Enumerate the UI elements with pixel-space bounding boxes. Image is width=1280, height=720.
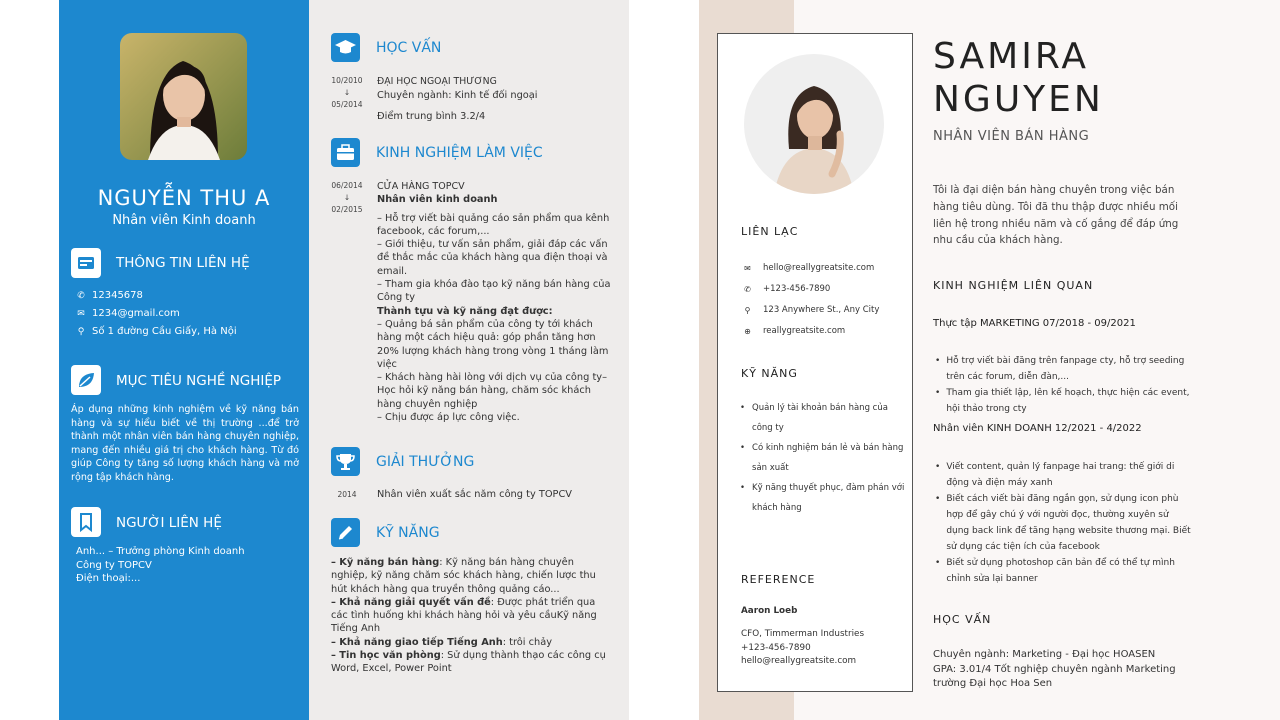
id-card-icon — [71, 248, 101, 278]
major: Chuyên ngành: Kinh tế đối ngoại — [377, 90, 538, 102]
phone-icon: ✆ — [77, 290, 85, 301]
cv1-main — [309, 0, 629, 720]
cv2-first-name: SAMIRA — [933, 36, 1090, 77]
cv1-award-title: GIẢI THƯỞNG — [376, 454, 475, 470]
cv1-address: Số 1 đường Cầu Giấy, Hà Nội — [92, 326, 237, 337]
cv2-role: NHÂN VIÊN BÁN HÀNG — [933, 129, 1090, 144]
phone-icon: ✆ — [744, 284, 751, 294]
cv2-sidebar-card — [717, 33, 913, 692]
cv1-email-row — [76, 308, 180, 319]
cv1-reference-text — [76, 545, 296, 586]
achievement-heading: Thành tựu và kỹ năng đạt được: — [377, 305, 553, 317]
skill-item — [331, 556, 613, 596]
cv2-reference-name: Aaron Loeb — [741, 606, 798, 616]
reference-line: CFO, Timmerman Industries — [741, 629, 865, 639]
arrow-down-icon: ↓ — [343, 193, 351, 202]
education-line: Chuyên ngành: Marketing - Đại học HOASEN — [933, 649, 1156, 660]
skill-text: : trôi chảy — [502, 636, 553, 648]
briefcase-icon — [331, 138, 360, 167]
cv2-job-title: Thực tập MARKETING 07/2018 - 09/2021 — [933, 318, 1136, 329]
skill-label: – Tin học văn phòng — [331, 650, 441, 662]
experience-line: – Hỗ trợ viết bài quảng cáo sản phẩm qua kênh facebook, các forum,... — [377, 212, 610, 237]
bullet-text: Biết sử dụng photoshop căn bản để có thể tự mình chỉnh sửa lại banner — [946, 558, 1175, 584]
cv1-address-row — [76, 326, 237, 337]
cv-nguyen-thu-a — [59, 0, 629, 720]
cv2-profile-photo — [744, 54, 884, 194]
trophy-icon — [331, 447, 360, 476]
achievement-line: – Chịu được áp lực công việc. — [377, 412, 520, 424]
experience-line: – Tham gia khóa đào tạo kỹ năng bán hàng của Công ty — [377, 279, 611, 304]
cv1-phone-row — [76, 290, 143, 301]
cv2-job-bullets — [935, 459, 1191, 587]
reference-line: +123-456-7890 — [741, 642, 811, 653]
cv2-skills-title: KỸ NĂNG — [741, 367, 798, 380]
bullet-item: • Biết sử dụng photoshop căn bản để có thể tự mình chỉnh sửa lại banner — [935, 555, 1191, 587]
cv1-reference-line: Công ty TOPCV — [76, 559, 152, 571]
skill-item: • Kỹ năng thuyết phục, đàm phán với khách hàng — [740, 478, 905, 518]
date-end: 05/2014 — [331, 100, 363, 109]
cv2-education-body — [933, 648, 1193, 692]
cv2-education-title: HỌC VẤN — [933, 613, 992, 626]
bullet-text: Tham gia thiết lập, lên kế hoạch, thực hiện các event, hội thảo trong cty — [946, 388, 1190, 414]
bullet-text: Viết content, quản lý fanpage hai trang: thế giới di động và điện máy xanh — [946, 462, 1175, 488]
cv1-profile-photo — [120, 33, 247, 160]
cv2-skills-list — [740, 398, 905, 518]
cv1-experience-body — [377, 180, 617, 424]
skill-item: • Có kinh nghiệm bán lẻ và bán hàng sản xuất — [740, 438, 905, 478]
cv1-reference-line: Anh... – Trưởng phòng Kinh doanh — [76, 546, 245, 557]
company-name: CỬA HÀNG TOPCV — [377, 181, 465, 192]
cv1-phone: 12345678 — [92, 290, 143, 301]
cv2-job-bullets — [935, 353, 1191, 417]
skill-item — [331, 596, 613, 636]
cv1-education-body — [377, 75, 617, 123]
location-pin-icon: ⚲ — [77, 326, 85, 337]
cv1-education-title: HỌC VẤN — [376, 40, 442, 56]
skill-label: – Khả năng giải quyết vấn đề — [331, 596, 491, 608]
cv2-address: 123 Anywhere St., Any City — [763, 305, 880, 315]
bullet-text: Hỗ trợ viết bài đăng trên fanpage cty, hỗ trợ seeding trên các forum, diễn đàn,... — [946, 356, 1185, 382]
cv1-education-dates — [331, 75, 363, 111]
skill-label: – Kỹ năng bán hàng — [331, 557, 440, 568]
cv2-website-row — [743, 326, 845, 336]
cv1-experience-title: KINH NGHIỆM LÀM VIỆC — [376, 145, 543, 161]
cv2-phone: +123-456-7890 — [763, 284, 831, 294]
cv2-contact-title: LIÊN LẠC — [741, 225, 799, 238]
reference-line: hello@reallygreatsite.com — [741, 656, 857, 666]
cv2-email-row — [743, 263, 874, 273]
leaf-icon — [71, 365, 101, 395]
cv1-name: NGUYỄN THU A — [97, 186, 271, 210]
cv1-objective-title: MỤC TIÊU NGHỀ NGHIỆP — [116, 373, 282, 389]
cv2-experience-title: KINH NGHIỆM LIÊN QUAN — [933, 279, 1094, 292]
cv2-website: reallygreatsite.com — [763, 326, 846, 336]
experience-line: – Giới thiệu, tư vấn sản phẩm, giải đáp các vấn đề thắc mắc của khách hàng qua điện thoại và email. — [377, 239, 608, 277]
achievement-line: – Khách hàng hài lòng với dịch vụ của công ty– Học hỏi kỹ năng bán hàng, chăm sóc khách hàng chuyên nghiệp — [377, 372, 607, 410]
cv1-objective-text: Áp dụng những kinh nghiệm về kỹ năng bán hàng và sự hiểu biết về thị trường ...để trở thành một nhân viên bán hàng chuyên nghiệp, mang đến nhiều giá trị cho khách hàng. Từ đó giúp Công ty tăng số lượng khách hàng và mở rộng tập khách hàng. — [71, 404, 299, 483]
location-pin-icon: ⚲ — [744, 305, 751, 315]
cv2-phone-row — [743, 284, 830, 294]
skill-item — [331, 636, 613, 649]
cv2-last-name: NGUYEN — [933, 79, 1104, 120]
cv1-award-year: 2014 — [337, 490, 357, 499]
date-start: 10/2010 — [331, 76, 363, 85]
graduation-cap-icon — [331, 33, 360, 62]
cv-samira-nguyen — [699, 0, 1280, 720]
cv1-email: 1234@gmail.com — [92, 308, 180, 319]
cv1-award-text: Nhân viên xuất sắc năm công ty TOPCV — [377, 489, 573, 500]
skill-text: : Được phát triển qua các tình huống khi khách hàng hỏi và yêu cầuKỹ năng Tiếng Anh — [331, 596, 597, 635]
gpa: Điểm trung bình 3.2/4 — [377, 110, 486, 122]
skill-item — [331, 649, 613, 676]
date-end: 02/2015 — [331, 205, 363, 214]
bullet-text: Biết cách viết bài đăng ngắn gọn, sử dụng icon phù hợp để gây chú ý với người đọc, thường xuyên sử dụng back link để tăng hạng website thương mại. Biết sử dụng các tiện ích của facebook — [946, 494, 1191, 552]
mail-icon: ✉ — [744, 263, 751, 273]
arrow-down-icon: ↓ — [343, 88, 351, 97]
mail-icon: ✉ — [77, 308, 85, 319]
achievement-line: – Quảng bá sản phẩm của công ty tới khách hàng một cách hiệu quả: góp phần tăng hơn 20% lượng khách hàng trong vòng 1 tháng làm việc — [377, 318, 609, 370]
bullet-item: • Biết cách viết bài đăng ngắn gọn, sử dụng icon phù hợp để gây chú ý với người đọc, thường xuyên sử dụng back link để tăng hạng website thương mại. Biết sử dụng các tiện ích của facebook — [935, 491, 1191, 555]
position: Nhân viên kinh doanh — [377, 194, 498, 206]
skill-text: Kỹ năng thuyết phục, đàm phán với khách hàng — [752, 483, 905, 513]
skill-label: – Khả năng giao tiếp Tiếng Anh — [331, 636, 503, 648]
pencil-icon — [331, 518, 360, 547]
skill-text: Quản lý tài khoản bán hàng của công ty — [752, 403, 888, 433]
cv2-job-title: Nhân viên KINH DOANH 12/2021 - 4/2022 — [933, 423, 1142, 434]
cv2-email: hello@reallygreatsite.com — [763, 263, 875, 273]
date-start: 06/2014 — [331, 181, 363, 190]
school-name: ĐẠI HỌC NGOẠI THƯƠNG — [377, 76, 497, 87]
cv1-reference-title: NGƯỜI LIÊN HỆ — [116, 515, 222, 531]
bullet-item: • Tham gia thiết lập, lên kế hoạch, thực hiện các event, hội thảo trong cty — [935, 385, 1191, 417]
education-line: GPA: 3.01/4 Tốt nghiệp chuyên ngành Marketing trường Đại học Hoa Sen — [933, 663, 1176, 689]
cv1-skills-title: KỸ NĂNG — [376, 525, 440, 541]
cv1-reference-line: Điện thoại:... — [76, 573, 141, 584]
skill-text: : Sử dụng thành thạo các công cụ Word, Excel, Power Point — [331, 650, 606, 675]
cv1-skills-list — [331, 556, 613, 676]
bookmark-icon — [71, 507, 101, 537]
cv2-reference-title: REFERENCE — [741, 573, 816, 586]
bullet-item: • Hỗ trợ viết bài đăng trên fanpage cty, hỗ trợ seeding trên các forum, diễn đàn,... — [935, 353, 1191, 385]
cv2-address-row — [743, 305, 879, 315]
bullet-item: • Viết content, quản lý fanpage hai trang: thế giới di động và điện máy xanh — [935, 459, 1191, 491]
cv2-about: Tôi là đại diện bán hàng chuyên trong việc bán hàng tiêu dùng. Tôi đã thu thập được nhiều mối liên hệ trong nhiều năm và cố gắng để đáp ứng nhu cầu của khách hàng. — [933, 184, 1179, 247]
cv1-contact-title: THÔNG TIN LIÊN HỆ — [116, 255, 250, 271]
skill-text: : Kỹ năng bán hàng chuyên nghiệp, kỹ năng chăm sóc khách hàng, chiến lược thu hút khách hàng qua truyền thông quảng cáo... — [331, 557, 596, 595]
skill-item: • Quản lý tài khoản bán hàng của công ty — [740, 398, 905, 438]
cv1-sidebar — [59, 0, 309, 720]
globe-icon: ⊕ — [744, 326, 751, 336]
cv1-role: Nhân viên Kinh doanh — [112, 213, 256, 228]
cv2-reference-details — [741, 628, 864, 669]
cv1-experience-dates — [331, 180, 363, 216]
skill-text: Có kinh nghiệm bán lẻ và bán hàng sản xuất — [752, 443, 904, 473]
